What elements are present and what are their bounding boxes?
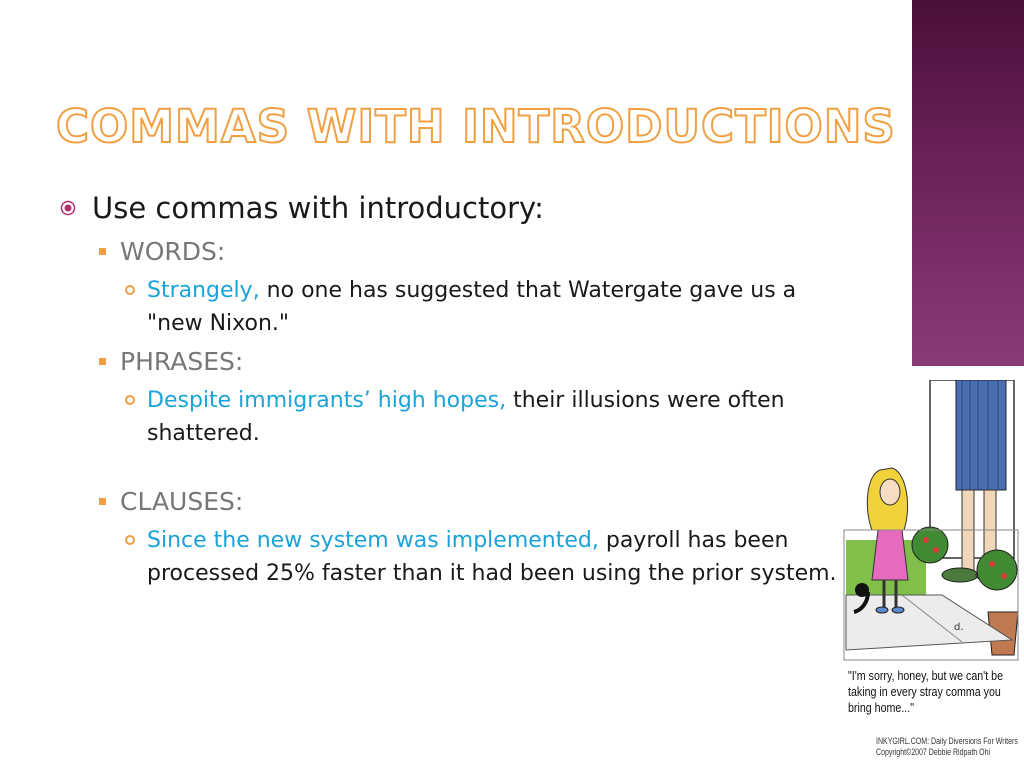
credit-line-1: INKYGIRL.COM: Daily Diversions For Writers	[876, 736, 1018, 746]
square-bullet-icon	[99, 358, 106, 365]
ring-bullet-icon	[125, 285, 135, 295]
credit-line-2: Copyright©2007 Debbie Ridpath Ohi	[876, 747, 991, 757]
main-bullet-text: Use commas with introductory:	[92, 191, 544, 225]
words-example	[60, 274, 840, 340]
clauses-example	[60, 524, 840, 590]
square-bullet-icon	[99, 498, 106, 505]
words-example-intro: Strangely,	[147, 278, 260, 303]
phrases-heading-text: PHRASES:	[120, 347, 244, 376]
ring-bullet-icon	[125, 395, 135, 405]
square-bullet-icon	[99, 248, 106, 255]
words-heading-text: WORDS:	[120, 237, 226, 266]
ring-bullet-icon	[125, 535, 135, 545]
main-bullet	[60, 188, 840, 228]
cartoon-caption: "I'm sorry, honey, but we can't be taking in every stray comma you bring home..."	[848, 668, 1003, 715]
clauses-example-rest: payroll has been processed 25% faster than it had been using the prior system.	[147, 528, 837, 586]
cartoon-credit	[876, 736, 1018, 758]
words-example-rest: no one has suggested that Watergate gave us a "new Nixon."	[147, 278, 797, 336]
phrases-example-rest: their illusions were often shattered.	[147, 388, 785, 446]
phrases-heading	[60, 344, 840, 380]
decorative-side-band	[912, 0, 1024, 366]
phrases-example-intro: Despite immigrants’ high hopes,	[147, 388, 507, 413]
clauses-heading	[60, 484, 840, 520]
svg-text:d.: d.	[954, 622, 964, 633]
slide-title: COMMAS WITH INTRODUCTIONS	[56, 100, 896, 153]
words-heading	[60, 234, 840, 270]
circle-bullet-icon	[60, 200, 76, 216]
spacer	[60, 450, 840, 480]
phrases-example	[60, 384, 840, 450]
bullet-list	[60, 188, 840, 590]
clauses-heading-text: CLAUSES:	[120, 487, 244, 516]
clauses-example-intro: Since the new system was implemented,	[147, 528, 599, 553]
